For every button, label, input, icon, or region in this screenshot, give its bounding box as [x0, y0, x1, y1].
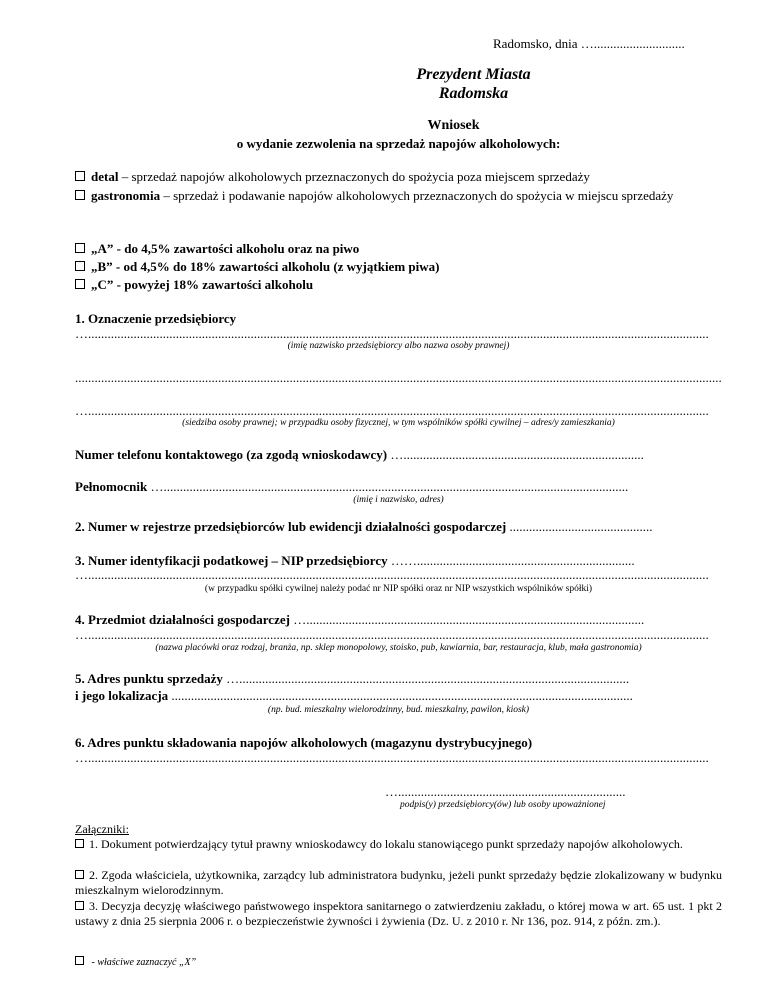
category-a-label: „A” - do 4,5% zawartości alkoholu oraz na piwo — [91, 241, 360, 256]
phone-label: Numer telefonu kontaktowego (za zgodą wnioskodawcy) — [75, 447, 388, 462]
section4-title: 4. Przedmiot działalności gospodarczej — [75, 612, 290, 627]
sale-address-field[interactable]: …........................................................................................................................ — [226, 671, 630, 686]
recipient-line2: Radomska — [438, 85, 509, 102]
form-title: Wniosek — [427, 118, 480, 133]
gastro-label: gastronomia — [91, 188, 161, 203]
category-b-label: „B” - od 4,5% do 18% zawartości alkoholu (z wyjątkiem piwa) — [91, 259, 440, 274]
section4-row — [75, 612, 722, 628]
footnote — [75, 956, 196, 968]
register-field[interactable]: ............................................ — [509, 519, 653, 534]
location-row — [75, 688, 722, 704]
attachment-2-text: 2. Zgoda właściciela, użytkownika, zarządcy lub administratora budynku, jeżeli punkt sprzedaży będzie zlokalizowany w budynku mieszkalnym wielorodzinnym. — [75, 868, 722, 897]
category-c-checkbox[interactable] — [75, 279, 85, 289]
category-c — [75, 277, 722, 293]
attachment-item-2 — [75, 868, 722, 898]
footnote-text: - właściwe zaznaczyć „X” — [89, 957, 197, 968]
nip-field[interactable]: ……................................................................... — [390, 553, 635, 568]
category-a — [75, 241, 722, 257]
section2-row — [75, 519, 722, 535]
section5-row — [75, 671, 722, 687]
proxy-field[interactable]: …............................................................................................................................................... — [150, 479, 629, 494]
activity-caption: (nazwa placówki oraz rodzaj, branża, np. sklep monopolowy, stoisko, pub, kawiarnia, bar, restauracja, klub, mała gastronomia) — [155, 643, 642, 653]
section6-title: 6. Adres punktu składowania napojów alkoholowych (magazynu dystrybucyjnego) — [75, 735, 533, 750]
form-subtitle: o wydanie zezwolenia na sprzedaż napojów alkoholowych: — [236, 136, 561, 151]
category-b — [75, 259, 722, 275]
attachment-item-1 — [75, 837, 722, 852]
attachment-3-text: 3. Decyzja decyzję właściwego państwowego inspektora sanitarnego o zatwierdzeniu zakładu, o której mowa w art. 65 ust. 1 pkt 2 ustawy z dnia 25 sierpnia 2006 r. o bezpieczeństwie żywności i żywienia (Dz. U. z 2010 r. Nr 136, poz. 914, z późn. zm.). — [75, 899, 722, 928]
name-caption: (imię nazwisko przedsiębiorcy albo nazwa osoby prawnej) — [287, 341, 510, 351]
section3-title: 3. Numer identyfikacji podatkowej – NIP przedsiębiorcy — [75, 553, 388, 568]
attachment-item-3 — [75, 899, 722, 929]
attachment-2-checkbox[interactable] — [75, 870, 84, 879]
phone-row — [75, 447, 722, 463]
proxy-caption: (imię i nazwisko, adres) — [353, 495, 444, 505]
proxy-label: Pełnomocnik — [75, 479, 148, 494]
location-label: i jego lokalizacja — [75, 688, 169, 703]
section2-title: 2. Numer w rejestrze przedsiębiorców lub ewidencji działalności gospodarczej — [75, 519, 507, 534]
category-a-checkbox[interactable] — [75, 243, 85, 253]
activity-field[interactable]: …........................................................................................................ — [293, 612, 645, 627]
detal-desc: – sprzedaż napojów alkoholowych przeznaczonych do spożycia poza miejscem sprzedaży — [118, 169, 590, 184]
detal-label: detal — [91, 169, 119, 184]
location-caption: (np. bud. mieszkalny wielorodzinny, bud. mieszkalny, pawilon, kiosk) — [267, 705, 530, 715]
location-field[interactable]: .............................................................................................................................................. — [171, 688, 633, 703]
recipient-line1: Prezydent Miasta — [416, 66, 531, 83]
category-c-label: „C” - powyżej 18% zawartości alkoholu — [91, 277, 314, 292]
activity-field-2[interactable]: …............................................................................................................................................................................................... — [75, 627, 709, 642]
attachment-3-checkbox[interactable] — [75, 901, 84, 910]
name-field[interactable]: …............................................................................................................................................................................................... — [75, 326, 709, 341]
name-field-2[interactable]: ....................................................................................................................................................................................................... — [75, 370, 722, 385]
footnote-checkbox-icon — [75, 956, 84, 965]
detal-checkbox[interactable] — [75, 171, 85, 181]
signature-field[interactable]: …...................................................................... — [385, 784, 626, 799]
attachment-1-text: 1. Dokument potwierdzający tytuł prawny wnioskodawcy do lokalu stanowiącego punkt sprzedaży napojów alkoholowych. — [89, 837, 683, 851]
nip-field-2[interactable]: …............................................................................................................................................................................................... — [75, 567, 709, 582]
seat-field[interactable]: …............................................................................................................................................................................................... — [75, 403, 709, 418]
storage-field[interactable]: …............................................................................................................................................................................................... — [75, 750, 709, 765]
attachments-heading: Załączniki: — [75, 822, 129, 836]
gastro-desc: – sprzedaż i podawanie napojów alkoholowych przeznaczonych do spożycia w miejscu sprzedaży — [160, 188, 674, 203]
category-b-checkbox[interactable] — [75, 261, 85, 271]
proxy-row — [75, 479, 722, 495]
sale-type-detal — [75, 169, 722, 185]
place-date: Radomsko, dnia …............................ — [493, 36, 685, 51]
section1-title: 1. Oznaczenie przedsiębiorcy — [75, 311, 237, 326]
sale-type-gastro — [75, 187, 722, 204]
seat-caption: (siedziba osoby prawnej; w przypadku osoby fizycznej, w tym wspólników spółki cywilnej – adres/y zamieszkania) — [182, 418, 615, 428]
section5-title: 5. Adres punktu sprzedaży — [75, 671, 223, 686]
gastro-checkbox[interactable] — [75, 190, 85, 200]
attachment-1-checkbox[interactable] — [75, 839, 84, 848]
phone-field[interactable]: ….......................................................................... — [390, 447, 644, 462]
nip-caption: (w przypadku spółki cywilnej należy podać nr NIP spółki oraz nr NIP wszystkich wspólników spółki) — [204, 584, 593, 594]
signature-caption: podpis(y) przedsiębiorcy(ów) lub osoby upoważnionej — [400, 800, 606, 810]
